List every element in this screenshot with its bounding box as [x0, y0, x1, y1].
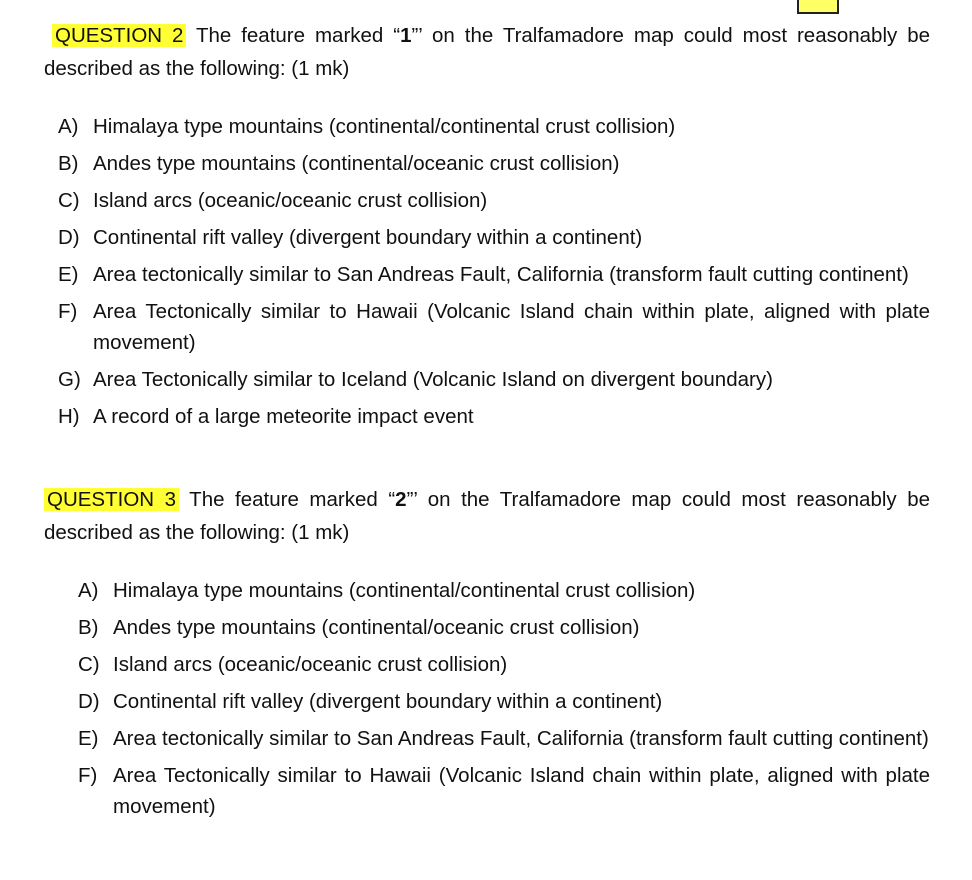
option-a[interactable] — [78, 575, 930, 606]
option-text: Area tectonically similar to San Andreas Fault, California (transform fault cutting continent) — [113, 727, 929, 750]
option-letter: G) — [58, 368, 81, 391]
option-letter: E) — [78, 727, 99, 750]
option-letter: B) — [78, 616, 99, 639]
option-letter: D) — [78, 690, 100, 713]
option-b[interactable] — [58, 148, 930, 179]
question-2-text-before: The feature marked “ — [186, 24, 401, 47]
option-g[interactable] — [58, 364, 930, 395]
option-d[interactable] — [58, 222, 930, 253]
option-letter: A) — [78, 579, 99, 602]
question-3 — [44, 483, 930, 549]
option-h[interactable] — [58, 401, 930, 432]
option-text: A record of a large meteorite impact event — [93, 405, 474, 428]
option-text: Area Tectonically similar to Hawaii (Volcanic Island chain within plate, aligned with plate movement) — [113, 764, 930, 818]
question-3-text-after: ”’ on the Tralfamadore map could most reasonably be described as the following: (1 mk) — [44, 488, 930, 544]
question-2-label: QUESTION 2 — [52, 24, 186, 47]
question-3-options — [78, 575, 930, 828]
option-text: Himalaya type mountains (continental/continental crust collision) — [113, 579, 696, 602]
question-2-text-after: ”’ on the Tralfamadore map could most reasonably be described as the following: (1 mk) — [44, 24, 930, 80]
option-text: Area Tectonically similar to Iceland (Volcanic Island on divergent boundary) — [93, 368, 773, 391]
question-3-text-before: The feature marked “ — [179, 488, 396, 511]
option-text: Andes type mountains (continental/oceanic crust collision) — [113, 616, 640, 639]
option-letter: F) — [58, 300, 78, 323]
option-d[interactable] — [78, 686, 930, 717]
option-letter: E) — [58, 263, 79, 286]
option-c[interactable] — [58, 185, 930, 216]
option-c[interactable] — [78, 649, 930, 680]
question-2-marker: 1 — [400, 24, 412, 47]
option-letter: A) — [58, 115, 79, 138]
option-a[interactable] — [58, 111, 930, 142]
option-text: Continental rift valley (divergent boundary within a continent) — [93, 226, 643, 249]
option-text: Area Tectonically similar to Hawaii (Volcanic Island chain within plate, aligned with plate movement) — [93, 300, 930, 354]
option-text: Continental rift valley (divergent boundary within a continent) — [113, 690, 663, 713]
option-e[interactable] — [58, 259, 930, 290]
answer-box[interactable] — [797, 0, 839, 14]
option-f[interactable] — [58, 296, 930, 358]
question-2 — [44, 19, 930, 85]
option-b[interactable] — [78, 612, 930, 643]
option-text: Island arcs (oceanic/oceanic crust collision) — [93, 189, 488, 212]
option-text: Area tectonically similar to San Andreas Fault, California (transform fault cutting continent) — [93, 263, 909, 286]
question-3-marker: 2 — [395, 488, 407, 511]
option-text: Himalaya type mountains (continental/continental crust collision) — [93, 115, 676, 138]
question-2-options — [58, 111, 930, 438]
option-letter: C) — [78, 653, 100, 676]
option-text: Island arcs (oceanic/oceanic crust collision) — [113, 653, 508, 676]
option-letter: C) — [58, 189, 80, 212]
question-3-label: QUESTION 3 — [44, 488, 179, 511]
option-e[interactable] — [78, 723, 930, 754]
option-f[interactable] — [78, 760, 930, 822]
option-letter: B) — [58, 152, 79, 175]
option-letter: D) — [58, 226, 80, 249]
option-text: Andes type mountains (continental/oceanic crust collision) — [93, 152, 620, 175]
option-letter: F) — [78, 764, 98, 787]
option-letter: H) — [58, 405, 80, 428]
